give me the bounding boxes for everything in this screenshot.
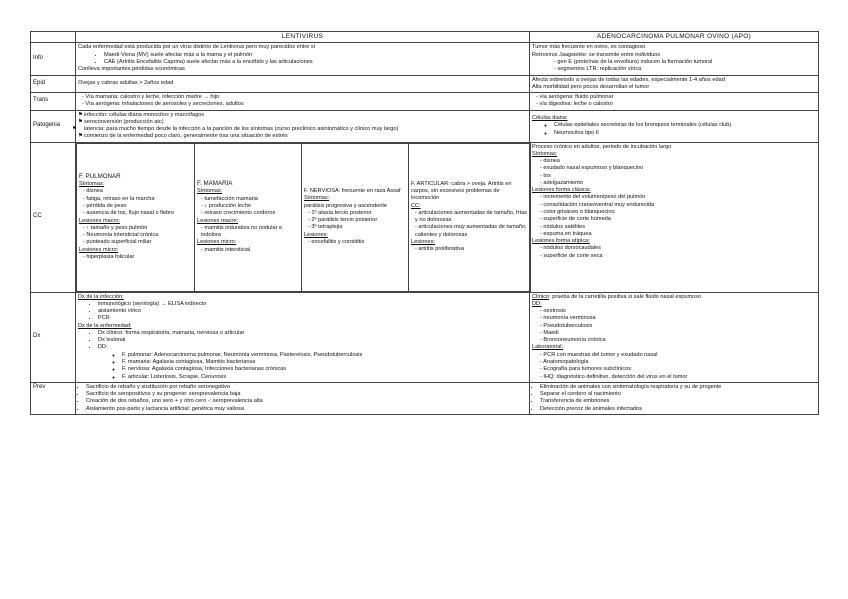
list-item: - ↑ tamaño y peso pulmón bbox=[83, 225, 192, 232]
list-item: - retraso crecimiento corderos bbox=[201, 210, 299, 217]
cc-nerviosa-sint-text: parálisis progresiva y ascendente bbox=[304, 202, 388, 209]
list-item: • Maedi-Visna (MV) suele afectar más a la mama y el pulmón bbox=[104, 52, 527, 59]
list-item: - Ecografía para tumores subclínicos bbox=[540, 366, 816, 373]
header-lentivirus: LENTIVIRUS bbox=[76, 32, 530, 43]
list-item: - Bronconeumonía crónica bbox=[540, 337, 816, 344]
cc-right-clasica bbox=[532, 194, 816, 238]
info-right bbox=[530, 43, 819, 75]
prev-right-list bbox=[532, 384, 816, 413]
list-item: ◦ F. articular: Listeriosis, Scrapie, Cenurosis bbox=[122, 374, 527, 381]
trans-left bbox=[76, 93, 530, 111]
list-item: - superficie de corte húmeda bbox=[540, 216, 816, 223]
row-patogenia bbox=[31, 110, 819, 142]
cc-nerviosa-les bbox=[304, 239, 406, 246]
prev-left-list bbox=[78, 384, 527, 413]
list-item: - IHQ: diagnóstico definitivo, detección del virus en el tumor bbox=[540, 374, 816, 381]
cc-articular-title: F. ARTICULAR: cabra > oveja. Artritis en carpos, sin excesivos problemas de locomoción bbox=[411, 180, 512, 202]
list-item: - vía digestiva: leche o calostro bbox=[536, 101, 816, 108]
cc-right-atipica bbox=[532, 245, 816, 260]
cc-mamaria-sint bbox=[197, 196, 299, 218]
cc-mamaria-macro bbox=[197, 225, 299, 240]
dx-right-dd bbox=[532, 308, 816, 344]
info-right-l1: Tumor más frecuente en ovino, es contagioso bbox=[532, 44, 646, 51]
list-item: - consolidación craneoventral muy endurecida bbox=[540, 202, 816, 209]
list-item: • PCR bbox=[98, 315, 527, 322]
dx-enf-list bbox=[78, 330, 527, 352]
label-prev: Prev bbox=[31, 382, 76, 414]
list-item: • Aislamiento pos-parto y lactancia artificial: genética muy valiosa bbox=[86, 406, 527, 413]
cc-pulmonar-title: F. PULMONAR bbox=[79, 173, 121, 181]
list-item: - gen E (proteínas de la envoltura) inducen la formación tumoral bbox=[554, 59, 816, 66]
cc-forms-table bbox=[76, 143, 531, 292]
cc-nerviosa-sint bbox=[304, 210, 406, 232]
list-item: • DD: bbox=[98, 344, 527, 351]
label-cc: CC bbox=[31, 142, 76, 292]
list-item: - 3º tetraplejia bbox=[308, 224, 406, 231]
patogenia-text: seroconversión (producción atc) bbox=[84, 118, 164, 125]
list-item: • Eliminación de animales con sintomatología respiratoria y su de progenie bbox=[540, 384, 816, 391]
cc-right-clasica-title: Lesiones forma clásica: bbox=[532, 187, 591, 194]
dx-enf-title: Dx de la enfermedad: bbox=[78, 322, 132, 329]
prev-right bbox=[530, 382, 819, 414]
header-empty bbox=[31, 32, 76, 43]
cc-right-intro: Proceso crónico en adultos, periodo de incubación largo bbox=[532, 143, 672, 150]
cc-pulmonar-macro bbox=[79, 225, 192, 247]
info-left-list bbox=[78, 52, 527, 67]
patogenia-item bbox=[78, 112, 527, 119]
header-row bbox=[31, 32, 819, 43]
cc-right-sint bbox=[532, 158, 816, 187]
list-item: - pérdida de peso bbox=[83, 203, 192, 210]
cc-pulmonar-micro-title: Lesiones micro: bbox=[79, 246, 119, 253]
patogenia-text: infección: células diana monocitos y macrófagos bbox=[84, 111, 205, 118]
cc-mamaria-macro-title: Lesiones macro: bbox=[197, 217, 239, 224]
cc-pulmonar-micro bbox=[79, 254, 192, 261]
cc-articular-les bbox=[411, 246, 528, 253]
patogenia-text: comienzo de la enfermedad poco claro, generalmente tras una situación de estrés bbox=[84, 133, 288, 140]
dx-clin-text: : prueba de la carretilla positiva si sale fluido nasal espumoso bbox=[549, 293, 702, 300]
cc-nerviosa bbox=[302, 143, 409, 291]
list-item: - ausencia de tos, flujo nasal o fiebre bbox=[83, 210, 192, 217]
dx-clin bbox=[532, 294, 816, 301]
list-item: • Separar el cordero al nacimiento bbox=[540, 391, 816, 398]
dx-lab-title: Laboratorial: bbox=[532, 344, 564, 351]
cc-pulmonar-sint-title: Síntomas: bbox=[79, 181, 105, 188]
list-item: - Neumonía intersticial crónica bbox=[83, 232, 192, 239]
cc-mamaria bbox=[195, 143, 302, 291]
list-item: ◦ F. pulmonar: Adenocarcinoma pulmonar, Neumonía verminosa, Pasterelosis, Pseudotuberculosis bbox=[122, 352, 527, 359]
list-item: - superficie de corte seca bbox=[540, 253, 816, 260]
dx-dd-list bbox=[78, 352, 527, 381]
list-item: - Vía mamaria: calostro y leche, infección madre → hijo bbox=[82, 94, 527, 101]
cc-right bbox=[530, 142, 819, 292]
cc-right-atipica-title: Lesiones forma atípica: bbox=[532, 238, 590, 245]
list-item: - hiperplasia folicular bbox=[83, 254, 192, 261]
list-item: - Pseudotuberculosis bbox=[540, 323, 816, 330]
cc-nerviosa-sint-title: Síntomas: bbox=[304, 195, 330, 202]
cc-nerviosa-title: F. NERVIOSA: frecuente en raza Assaf bbox=[304, 188, 401, 195]
epid-left: Ovejas y cabras adultas > 2años edad bbox=[76, 75, 530, 93]
cc-mamaria-micro-title: Lesiones micro: bbox=[197, 239, 237, 246]
patogenia-item bbox=[78, 119, 527, 126]
list-item: ◦ Células epiteliales secretoras de los bronquios terminales (células club) bbox=[554, 122, 816, 129]
list-item: - color grisáceo o blanquecino bbox=[540, 209, 816, 216]
patogenia-right-title: Células diana: bbox=[532, 115, 568, 122]
info-right-l2: Retrovirus Jaagsiekte: se transmite entre individuos bbox=[532, 51, 661, 58]
row-epid bbox=[31, 75, 819, 93]
list-item: • Dx clínico: forma respiratoria, mamaria, nerviosa o articular bbox=[98, 330, 527, 337]
trans-right bbox=[530, 93, 819, 111]
cc-articular-cc bbox=[411, 210, 528, 239]
list-item: - disnea bbox=[540, 158, 816, 165]
list-item: - tumefacción mamaria bbox=[201, 196, 299, 203]
row-prev bbox=[31, 382, 819, 414]
list-item: - ↓ producción leche bbox=[201, 203, 299, 210]
dx-inf-title: Dx de la infección: bbox=[78, 293, 124, 300]
dx-right bbox=[530, 292, 819, 382]
list-item: ◦ Neumocitos tipo II bbox=[554, 130, 816, 137]
label-patogenia: Patogenia bbox=[31, 110, 76, 142]
cc-articular-cc-title: CC: bbox=[411, 202, 421, 209]
info-left bbox=[76, 43, 530, 75]
info-right-sub bbox=[532, 59, 816, 74]
list-item: - incremento del volumen/peso del pulmón bbox=[540, 194, 816, 201]
dx-right-lab bbox=[532, 352, 816, 381]
dx-inf-list bbox=[78, 301, 527, 323]
epid-right-l1: Afecta sobretodo a ovejas de todas las edades, especialmente 1-4 años edad bbox=[532, 76, 725, 83]
cc-pulmonar-sint bbox=[79, 188, 192, 217]
prev-left bbox=[76, 382, 530, 414]
patogenia-item bbox=[78, 133, 527, 140]
list-item: • Dx lesional bbox=[98, 337, 527, 344]
list-item: - fatiga, retraso en la marcha bbox=[83, 196, 192, 203]
info-left-outro: Conlleva importantes pérdidas económicas bbox=[78, 66, 185, 73]
list-item: - tos bbox=[540, 173, 816, 180]
list-item: - punteado superficial miliar bbox=[83, 239, 192, 246]
dx-left bbox=[76, 292, 530, 382]
list-item: - adelgazamiento bbox=[540, 180, 816, 187]
list-item: - artritis proliferativa bbox=[415, 246, 528, 253]
dx-dd-title: DD: bbox=[532, 300, 542, 307]
row-cc bbox=[31, 142, 819, 292]
patogenia-text: latencia: para mucho tiempo desde la infección a la parición de los síntomas (curso preclínico asintomático y clínico muy largo) bbox=[84, 126, 399, 133]
cc-mamaria-title: F. MAMARIA bbox=[197, 180, 233, 188]
list-item: - encefalitis y coroiditis bbox=[308, 239, 406, 246]
notes-table bbox=[30, 31, 819, 415]
flag-icon: ⚑ bbox=[78, 133, 83, 140]
epid-right bbox=[530, 75, 819, 93]
list-item: - disnea bbox=[83, 188, 192, 195]
flag-icon: ⚑ bbox=[72, 126, 77, 133]
patogenia-right bbox=[530, 110, 819, 142]
cc-mamaria-micro bbox=[197, 247, 299, 254]
list-item: - mamitis indurativa no nodular e indolora bbox=[201, 225, 299, 240]
list-item: - Anatomopatología bbox=[540, 359, 816, 366]
list-item: • aislamiento vírico bbox=[98, 308, 527, 315]
header-apo: ADENOCARCINOMA PULMONAR OVINO (APO) bbox=[530, 32, 819, 43]
cc-right-sint-title: Síntomas: bbox=[532, 150, 558, 157]
list-item: - exudado nasal espumoso y blanquecino bbox=[540, 165, 816, 172]
list-item: • Detección precoz de animales infectados bbox=[540, 406, 816, 413]
cc-articular bbox=[409, 143, 531, 291]
label-dx: Dx bbox=[31, 292, 76, 382]
list-item: - PCR con muestras del tumor y exudado nasal bbox=[540, 352, 816, 359]
list-item: - 2º parálisis tercio posterior bbox=[308, 217, 406, 224]
list-item: - nódulos satélites bbox=[540, 224, 816, 231]
cc-pulmonar bbox=[77, 143, 195, 291]
trans-right-list bbox=[532, 94, 816, 109]
list-item: - Vía aerógena: inhalaciones de aerosoles y secreciones, adultos bbox=[82, 101, 527, 108]
list-item: - 1º ataxia tercio posterior bbox=[308, 210, 406, 217]
cc-nerviosa-les-title: Lesiones: bbox=[304, 231, 328, 238]
list-item: ◦ F. nerviosa: Agalaxia contagiosa, Infecciones bacterianas crónicas bbox=[122, 366, 527, 373]
list-item: - nódulos dorsocaudales bbox=[540, 245, 816, 252]
label-trans: Trans bbox=[31, 93, 76, 111]
info-left-intro: Cada enfermedad está producida por un virus distinto de Lentivirus pero muy parecidos entre sí bbox=[78, 44, 316, 51]
patogenia-left bbox=[72, 110, 530, 142]
list-item: • Sacrificio de seropositivos y su progenie: seroprevalencia baja bbox=[86, 391, 527, 398]
label-epid: Epid bbox=[31, 75, 76, 93]
dx-clin-title: Clínico bbox=[532, 293, 550, 300]
list-item: - espuma en tráquea bbox=[540, 231, 816, 238]
list-item: • Creación de dos rebaños, uno sero + y otro cero -: seroprevalencia alta bbox=[86, 398, 527, 405]
list-item: • CAE (Artritis Encefalitis Caprina) suele afectar más a la encéfalo y las articulaciones bbox=[104, 59, 527, 66]
list-item: - neumonía verminosa bbox=[540, 315, 816, 322]
list-item: • inmunológico (serología) → ELISA indirecto bbox=[98, 301, 527, 308]
list-item: - articulaciones aumentadas de tamaño, frías y no dolorosas bbox=[415, 210, 528, 225]
flag-icon: ⚑ bbox=[78, 118, 83, 125]
cc-pulmonar-macro-title: Lesiones macro: bbox=[79, 217, 121, 224]
list-item: • Sacrificio de rebaño y sustitución por rebaño seronegativo bbox=[86, 384, 527, 391]
row-trans bbox=[31, 93, 819, 111]
patogenia-right-list bbox=[532, 122, 816, 137]
flag-icon: ⚑ bbox=[78, 111, 83, 118]
cc-mamaria-sint-title: Síntomas: bbox=[197, 188, 223, 195]
list-item: • Transferencia de embriones bbox=[540, 398, 816, 405]
list-item: - segmentos LTR: replicación vírica bbox=[554, 66, 816, 73]
row-info bbox=[31, 43, 819, 75]
list-item: ◦ F. mamaria: Agalaxia contagiosa, Mamitis bacterianas bbox=[122, 359, 527, 366]
list-item: - articulaciones muy aumentadas de tamaño, calientes y dolorosas bbox=[415, 224, 528, 239]
list-item: - mamitis intersticial bbox=[201, 247, 299, 254]
list-item: - vía aerógena: fluido pulmonar bbox=[536, 94, 816, 101]
list-item: - Maedi bbox=[540, 330, 816, 337]
label-info: Info bbox=[31, 43, 76, 75]
cc-articular-les-title: Lesiones: bbox=[411, 238, 435, 245]
epid-right-l2: Alta morbilidad pero pocos desarrollan el tumor bbox=[532, 83, 650, 90]
trans-left-list bbox=[78, 94, 527, 109]
row-dx bbox=[31, 292, 819, 382]
cc-left bbox=[76, 142, 530, 292]
list-item: - oestrosis bbox=[540, 308, 816, 315]
